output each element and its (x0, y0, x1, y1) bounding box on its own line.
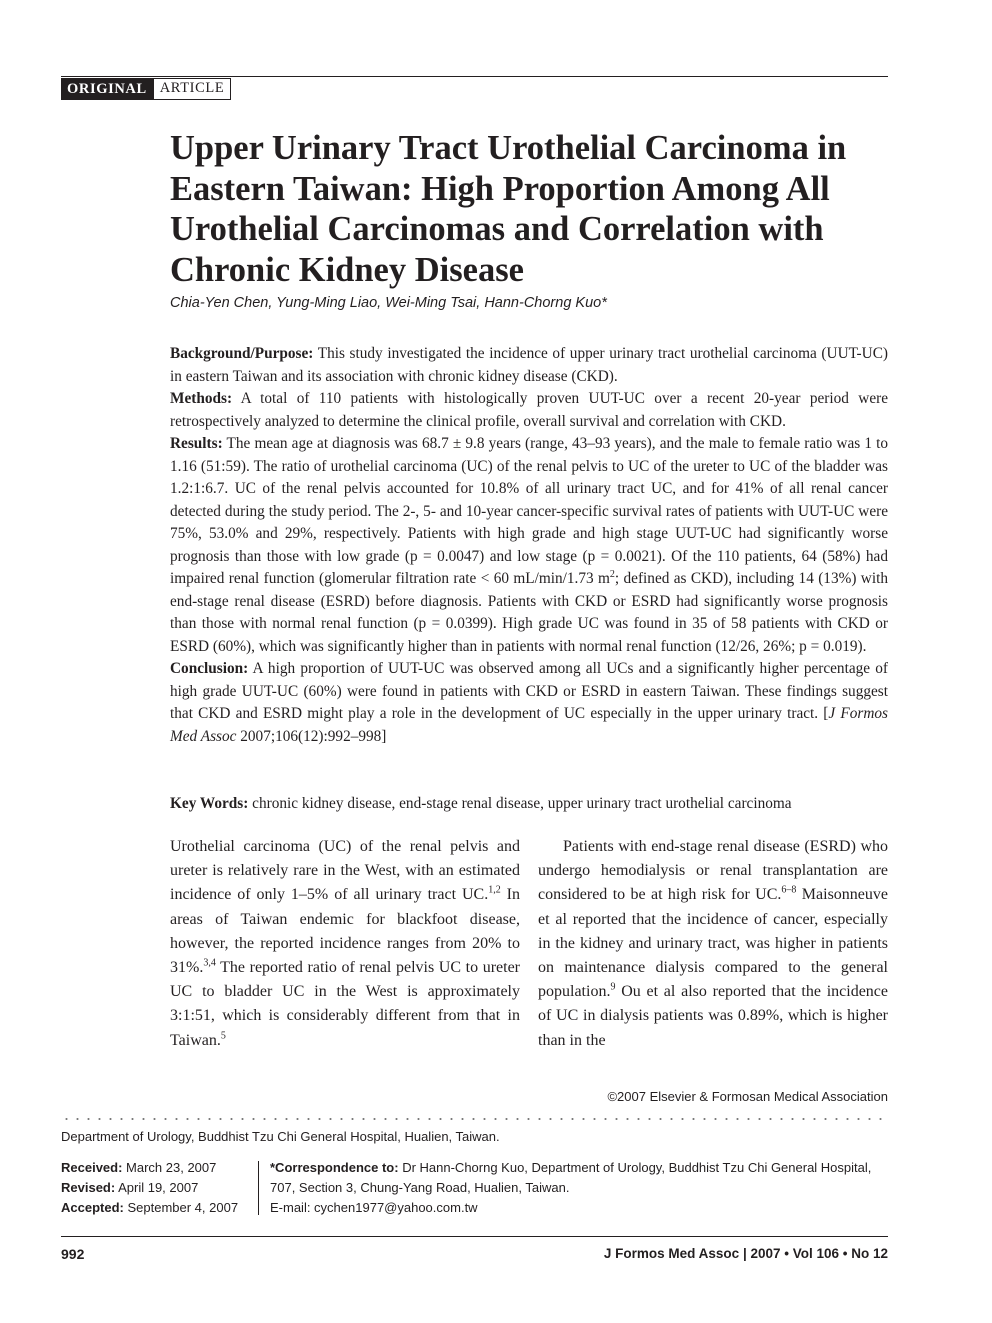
accepted-line (61, 1198, 261, 1218)
methods-text: A total of 110 patients with histologically proven UUT-UC over a recent 20-year period were retrospectively analyzed to determine the clinical profile, overall survival and correlation with CKD. (170, 390, 888, 430)
correspondence-text: Dr Hann-Chorng Kuo, Department of Urology, Buddhist Tzu Chi General Hospital, 707, Section 3, Chung-Yang Road, Hualien, Taiwan. (270, 1160, 872, 1195)
body-column-left (170, 835, 520, 1053)
methods-label: Methods: (170, 390, 233, 407)
keywords-label: Key Words: (170, 795, 249, 812)
header-rule (61, 76, 888, 77)
reference-citation[interactable]: 5 (220, 1030, 226, 1042)
body-text: Urothelial carcinoma (UC) of the renal pelvis and ureter is relatively rare in the West, with an estimated incidence of only 1–5% of all urinary tract UC. (170, 838, 520, 904)
reference-citation[interactable]: 3,4 (203, 957, 216, 969)
section-tag (61, 78, 231, 100)
accepted-date: September 4, 2007 (123, 1200, 239, 1215)
results-text-b: ; defined as CKD), including 14 (13%) with end-stage renal disease (ESRD) before diagnosis. Patients with CKD or ESRD had significantly worse prognosis than those with normal renal function (p = 0.0399). High grade UC was found in 35 of 58 patients with CKD or ESRD (60%), which was significantly higher than in patients with normal renal function (12/26, 26%; p = 0.019). (170, 570, 888, 655)
article-title: Upper Urinary Tract Urothelial Carcinoma in Eastern Taiwan: High Proportion Among All Urothelial Carcinomas and Correlation with Chronic Kidney Disease (170, 129, 847, 289)
results-label: Results: (170, 435, 223, 452)
abstract-conclusion (170, 658, 888, 748)
section-tag-article: ARTICLE (153, 78, 232, 100)
footer-rule (61, 1236, 888, 1237)
received-line (61, 1158, 261, 1178)
received-label: Received: (61, 1160, 123, 1175)
reference-citation[interactable]: 6–8 (781, 885, 797, 897)
background-label: Background/Purpose: (170, 345, 314, 362)
body-text: In areas of Taiwan endemic for blackfoot disease, however, the reported incidence ranges from 20% to 31%. (170, 886, 521, 977)
revised-line (61, 1178, 261, 1198)
section-tag-original: ORIGINAL (61, 78, 153, 100)
results-superscript: 2 (609, 568, 615, 580)
abstract-background (170, 343, 888, 388)
body-text: Maisonneuve et al reported that the incidence of cancer, especially in the kidney and urinary tract, was higher in patients on maintenance dialysis compared to the general population. (538, 886, 888, 1001)
correspondence-line (270, 1158, 890, 1198)
dates-block (61, 1158, 261, 1218)
vertical-separator (258, 1161, 259, 1215)
body-paragraph (538, 835, 888, 1053)
body-column-right (538, 835, 888, 1053)
citation-journal: J Formos Med Assoc (170, 705, 888, 745)
background-text: This study investigated the incidence of upper urinary tract urothelial carcinoma (UUT-UC) in eastern Taiwan and its association with chronic kidney disease (CKD). (170, 345, 888, 385)
body-text: The reported ratio of renal pelvis UC to ureter UC to bladder UC in the West is approximately 3:1:51, which is considerably different from that in Taiwan. (170, 959, 520, 1049)
correspondence-label: *Correspondence to: (270, 1160, 399, 1175)
received-date: March 23, 2007 (122, 1160, 217, 1175)
conclusion-text: A high proportion of UUT-UC was observed among all UCs and a significantly higher percentage of high grade UUT-UC (60%) were found in patients with CKD or ESRD in eastern Taiwan. These findings suggest that CKD and ESRD might play a role in the development of UC especially in the upper urinary tract. [ (170, 660, 888, 722)
copyright: ©2007 Elsevier & Formosan Medical Association (607, 1089, 888, 1104)
authors: Chia-Yen Chen, Yung-Ming Liao, Wei-Ming Tsai, Hann-Chorng Kuo* (170, 295, 607, 311)
revised-label: Revised: (61, 1180, 116, 1195)
revised-date: April 19, 2007 (115, 1180, 199, 1195)
page-number: 992 (61, 1246, 85, 1262)
citation-rest: 2007;106(12):992–998] (236, 727, 387, 745)
body-text: Patients with end-stage renal disease (ESRD) who undergo hemodialysis or renal transplantation are considered to be at high risk for UC. (538, 838, 888, 904)
keywords-text: chronic kidney disease, end-stage renal disease, upper urinary tract urothelial carcinoma (248, 795, 792, 812)
journal-info: J Formos Med Assoc | 2007 • Vol 106 • No 12 (603, 1246, 888, 1261)
email-line[interactable]: E-mail: cychen1977@yahoo.com.tw (270, 1200, 478, 1215)
conclusion-label: Conclusion: (170, 660, 249, 677)
abstract-results (170, 433, 888, 658)
affiliation: Department of Urology, Buddhist Tzu Chi General Hospital, Hualien, Taiwan. (61, 1129, 500, 1144)
reference-citation[interactable]: 9 (610, 981, 616, 993)
keywords (170, 793, 888, 815)
abstract-methods (170, 388, 888, 433)
correspondence-block (270, 1158, 890, 1218)
accepted-label: Accepted: (61, 1200, 124, 1215)
results-text-a: The mean age at diagnosis was 68.7 ± 9.8 years (range, 43–93 years), and the male to female ratio was 1 to 1.16 (51:59). The ratio of urothelial carcinoma (UC) of the renal pelvis to UC of the ureter to UC of the bladder was 1.2:1:6.7. UC of the renal pelvis accounted for 10.8% of all urinary tract UC, and for 41% of all renal cancer detected during the study period. The 2-, 5- and 10-year cancer-specific survival rates of patients with UUT-UC were 75%, 53.0% and 29%, respectively. Patients with high grade and high stage UUT-UC had significantly worse prognosis than those with low grade (p = 0.0047) and low stage (p = 0.0021). Of the 110 patients, 64 (58%) had impaired renal function (glomerular filtration rate < 60 mL/min/1.73 m (170, 435, 888, 587)
body-paragraph (170, 835, 520, 1053)
reference-citation[interactable]: 1,2 (488, 885, 501, 897)
dotted-divider (61, 1118, 888, 1120)
abstract (170, 343, 888, 748)
body-text: Ou et al also reported that the incidence of UC in dialysis patients was 0.89%, which is higher than in the (538, 983, 888, 1049)
